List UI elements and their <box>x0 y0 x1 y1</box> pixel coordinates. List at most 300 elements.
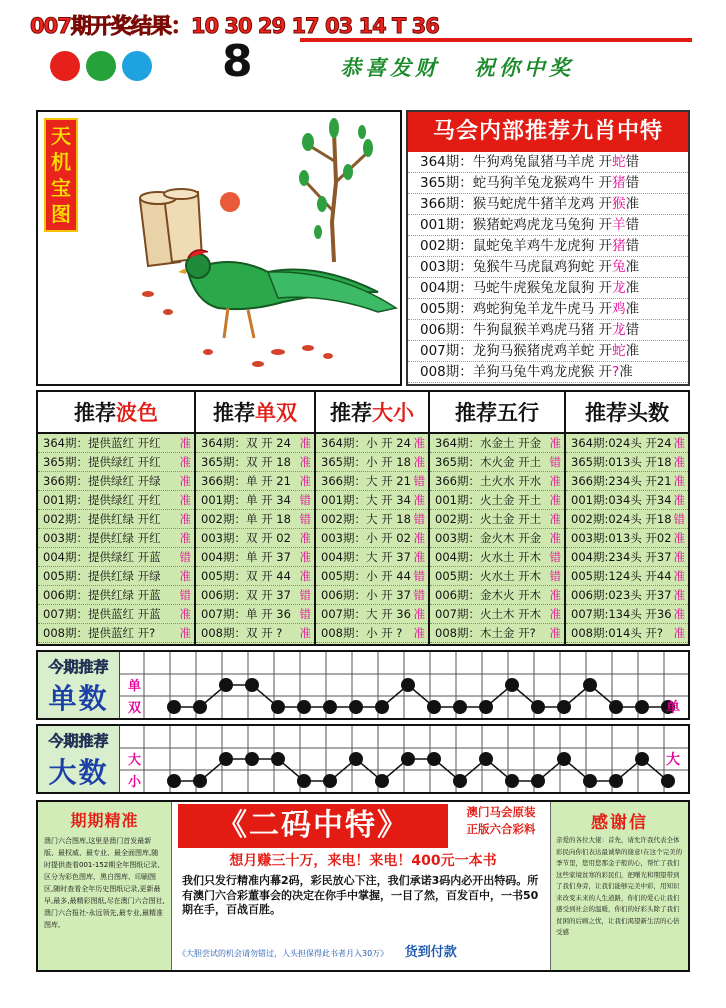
nine-zodiac-row <box>408 257 688 278</box>
two-code-ad <box>172 802 550 970</box>
odd-even-label-big: 单数 <box>48 682 109 715</box>
thank-you-title: 感谢信 <box>591 813 648 833</box>
trend-point <box>167 774 181 788</box>
grid-row <box>196 491 314 510</box>
nine-zodiac-row-result: 准 <box>625 259 640 275</box>
nine-zodiac-row <box>408 341 688 362</box>
two-code-subtitle: 想月赚三十万，来电！来电！400元一本书 <box>229 853 497 869</box>
trend-point <box>297 700 311 714</box>
grid-row <box>316 510 428 529</box>
grid-row-mark: 准 <box>673 455 685 469</box>
grid-row-text: 006期：小 开 37 <box>321 588 411 602</box>
trend-point <box>271 700 285 714</box>
grid-row-mark: 错 <box>413 512 425 526</box>
grid-row-text: 003期:013头 开02 <box>571 531 672 545</box>
nine-zodiac-row-result: 准 <box>625 301 640 317</box>
grid-row-text: 007期：火土木 开木 <box>435 607 542 621</box>
big-small-label-top: 今期推荐 <box>48 732 109 750</box>
thank-you-text: 亲爱的各位大佬：首先，请允许我代表全体彩民向你们表达最诚挚的谢意!在这个完美的季节里，您用您那金子般的心，帮忙了我们这些家境贫寒的彩民们，把曙光和期望带到了我们身旁，让我们能够完美中彩，用知识来改变未来的人生道路，你们的爱心让我们感受到社会的温暖，你们的好彩头除了我们贫困的后顾之忧，让我们渴望新生活的心倍受感 <box>556 836 683 936</box>
grid-row-text: 005期：双 开 44 <box>201 569 291 583</box>
grid-row <box>38 624 194 643</box>
grid-row-mark: 准 <box>673 493 685 507</box>
odd-even-label <box>38 652 120 718</box>
trend-point <box>453 774 467 788</box>
trend-point <box>453 700 467 714</box>
grid-head-highlight: 大小 <box>372 401 414 425</box>
nine-zodiac-row-hit: 鸡 <box>612 301 626 317</box>
chart-row-label: 大 <box>128 753 142 768</box>
nine-zodiac-row <box>408 236 688 257</box>
grid-row <box>38 510 194 529</box>
trend-point <box>271 752 285 766</box>
grid-row-text: 006期：双 开 37 <box>201 588 291 602</box>
grid-head-suffix: 五行 <box>497 401 539 425</box>
grid-row-text: 002期:024头 开18 <box>571 512 672 526</box>
trend-point <box>583 774 597 788</box>
trend-point <box>609 774 623 788</box>
nine-zodiac-row-label: 008期：羊狗马兔牛鸡龙虎猴 开 <box>420 364 613 380</box>
blue-ball-icon <box>122 51 152 81</box>
grid-row-text: 003期：提供红绿 开红 <box>43 531 161 545</box>
grid-row-mark: 错 <box>549 550 561 564</box>
treasure-picture <box>36 110 402 386</box>
grid-column <box>430 392 566 644</box>
trend-point <box>245 678 259 692</box>
trend-point <box>349 752 363 766</box>
grid-row-mark: 准 <box>413 626 425 640</box>
grid-head-suffix: 头数 <box>627 401 669 425</box>
grid-row <box>566 472 688 491</box>
gallery-intro-panel <box>38 802 172 970</box>
grid-row-text: 007期：单 开 36 <box>201 607 291 621</box>
nine-zodiac-row-hit: 羊 <box>612 217 626 233</box>
nine-zodiac-row-hit: 蛇 <box>612 154 626 170</box>
grid-row <box>430 510 564 529</box>
nine-zodiac-row-label: 005期：鸡蛇狗兔羊龙牛虎马 开 <box>420 301 613 317</box>
grid-row <box>38 472 194 491</box>
grid-column-head <box>196 392 314 434</box>
trend-point <box>661 774 675 788</box>
big-small-trend <box>120 726 688 792</box>
trend-point <box>427 752 441 766</box>
nine-zodiac-row-result: 准 <box>625 280 640 296</box>
picture-tag <box>44 118 78 232</box>
grid-row-text: 008期：木土金 开? <box>435 626 536 640</box>
grid-row-text: 006期：金木火 开木 <box>435 588 542 602</box>
two-code-side-line1: 澳门马会原装 <box>466 805 536 819</box>
grid-row-mark: 准 <box>549 493 561 507</box>
grid-row-mark: 准 <box>673 569 685 583</box>
grid-row <box>430 472 564 491</box>
grid-row <box>430 548 564 567</box>
two-code-side <box>454 804 548 838</box>
grid-column-head <box>316 392 428 434</box>
grid-row-text: 007期:134头 开36 <box>571 607 672 621</box>
trend-point <box>219 678 233 692</box>
grid-row-mark: 错 <box>299 493 311 507</box>
nine-zodiac-row-label: 002期：鼠蛇兔羊鸡牛龙虎狗 开 <box>420 238 613 254</box>
grid-head-highlight: 波色 <box>116 401 158 425</box>
grid-row <box>196 453 314 472</box>
grid-row-text: 366期：提供绿红 开绿 <box>43 474 161 488</box>
grid-row <box>38 453 194 472</box>
two-code-banner: 《二码中特》 <box>178 804 448 848</box>
green-ball-icon <box>86 51 116 81</box>
grid-row-text: 001期：单 开 34 <box>201 493 291 507</box>
grid-row-text: 001期：大 开 34 <box>321 493 411 507</box>
grid-row-mark: 准 <box>673 626 685 640</box>
grid-row-text: 364期：双 开 24 <box>201 436 291 450</box>
grid-row-mark: 准 <box>673 531 685 545</box>
nine-zodiac-row-hit: 龙 <box>612 322 626 338</box>
cash-on-delivery-button[interactable]: 货到付款 <box>404 945 457 960</box>
grid-row-mark: 准 <box>549 588 561 602</box>
picture-tag-text: 天机宝图 <box>51 124 71 226</box>
grid-row <box>316 624 428 643</box>
grid-row-text: 007期：提供蓝红 开蓝 <box>43 607 161 621</box>
trend-point <box>323 774 337 788</box>
grid-row <box>566 586 688 605</box>
grid-row-text: 366期：单 开 21 <box>201 474 291 488</box>
grid-row <box>38 491 194 510</box>
grid-row-text: 364期：小 开 24 <box>321 436 411 450</box>
chart-row-label: 双 <box>128 701 142 716</box>
grid-row <box>316 491 428 510</box>
grid-row <box>430 624 564 643</box>
grid-row-text: 004期：火水土 开木 <box>435 550 542 564</box>
grid-row-mark: 错 <box>413 588 425 602</box>
grid-row-mark: 准 <box>299 569 311 583</box>
nine-zodiac-row <box>408 362 688 383</box>
prediction-grid <box>36 390 690 646</box>
grid-head-prefix: 推荐 <box>585 401 627 425</box>
nine-zodiac-row <box>408 299 688 320</box>
grid-row-mark: 准 <box>549 474 561 488</box>
thank-you-letter <box>550 802 688 970</box>
trend-point <box>557 752 571 766</box>
trend-point <box>505 678 519 692</box>
nine-zodiac-row-hit: ? <box>612 364 620 380</box>
nine-zodiac-row-label: 365期：蛇马狗羊兔龙猴鸡牛 开 <box>420 175 613 191</box>
grid-row <box>316 548 428 567</box>
big-small-chart <box>36 724 690 794</box>
grid-row <box>38 586 194 605</box>
nine-zodiac-row-result: 错 <box>625 238 640 254</box>
grid-row-text: 364期：水金土 开金 <box>435 436 542 450</box>
gallery-intro-title: 期期精准 <box>70 811 139 830</box>
grid-row-text: 364期:024头 开24 <box>571 436 672 450</box>
draw-result-header: 007期开奖结果：10 30 29 17 03 14 T 36 <box>30 14 439 38</box>
grid-row-text: 005期:124头 开44 <box>571 569 672 583</box>
grid-row-text: 365期：木火金 开土 <box>435 455 542 469</box>
gallery-intro-text: 澳门六合图库,这里是澳门首发最新版、最权威、最专业、最全面图库,随时提供查看001-152期全年图纸记录,区分为彩色图库、黑白图库、印刷图区,随时查看全年历史图纸记录,更新最早,最多,最精彩图纸,尽在澳门六合图社,澳门六合报社-永远领先,最专业,最精准图库, <box>44 837 165 929</box>
grid-row <box>430 491 564 510</box>
grid-row <box>566 624 688 643</box>
grid-row-text: 006期:023头 开37 <box>571 588 672 602</box>
nine-zodiac-row <box>408 194 688 215</box>
nine-zodiac-row <box>408 278 688 299</box>
nine-zodiac-row <box>408 173 688 194</box>
trend-point <box>193 774 207 788</box>
trend-point <box>401 752 415 766</box>
grid-row <box>430 529 564 548</box>
nine-zodiac-row-result: 准 <box>625 196 640 212</box>
grid-row-mark: 错 <box>413 569 425 583</box>
grid-row-mark: 错 <box>549 569 561 583</box>
grid-row-text: 008期：提供蓝红 开? <box>43 626 156 640</box>
grid-row-text: 004期：单 开 37 <box>201 550 291 564</box>
grid-row <box>566 567 688 586</box>
grid-row <box>38 434 194 453</box>
nine-zodiac-row-hit: 猪 <box>612 175 626 191</box>
grid-row-text: 005期：火水土 开木 <box>435 569 542 583</box>
trend-point <box>609 700 623 714</box>
grid-row-mark: 错 <box>179 550 191 564</box>
grid-row-text: 002期：火土金 开土 <box>435 512 542 526</box>
grid-row-text: 001期：火土金 开土 <box>435 493 542 507</box>
trend-point <box>297 774 311 788</box>
grid-row-text: 008期:014头 开? <box>571 626 664 640</box>
grid-row-mark: 错 <box>413 474 425 488</box>
grid-row-text: 003期：双 开 02 <box>201 531 291 545</box>
grid-row-text: 004期:234头 开37 <box>571 550 672 564</box>
nine-zodiac-row-label: 007期：龙狗马猴猪虎鸡羊蛇 开 <box>420 343 613 359</box>
chart-row-label: 小 <box>128 775 142 790</box>
grid-row <box>196 567 314 586</box>
grid-row <box>196 529 314 548</box>
red-ball-icon <box>50 51 80 81</box>
grid-row <box>566 434 688 453</box>
grid-row-text: 005期：提供红绿 开绿 <box>43 569 161 583</box>
trend-point <box>167 700 181 714</box>
grid-row-text: 001期：提供绿红 开红 <box>43 493 161 507</box>
bottom-section <box>36 800 690 972</box>
grid-row-mark: 准 <box>413 455 425 469</box>
grid-row <box>316 586 428 605</box>
grid-row-text: 002期：大 开 18 <box>321 512 411 526</box>
odd-even-trend <box>120 652 688 718</box>
grid-row-text: 366期：土火水 开水 <box>435 474 542 488</box>
grid-row-text: 366期:234头 开21 <box>571 474 672 488</box>
grid-row-text: 004期：大 开 37 <box>321 550 411 564</box>
grid-row <box>316 472 428 491</box>
grid-row-mark: 准 <box>179 436 191 450</box>
grid-row-text: 365期:013头 开18 <box>571 455 672 469</box>
grid-row <box>38 529 194 548</box>
trend-point <box>245 752 259 766</box>
grid-row-mark: 错 <box>299 607 311 621</box>
grid-row-text: 002期：提供红绿 开红 <box>43 512 161 526</box>
grid-row-mark: 准 <box>179 512 191 526</box>
grid-row-mark: 错 <box>549 455 561 469</box>
chart-end-label: 单 <box>666 700 680 716</box>
nine-zodiac-list <box>408 152 688 383</box>
grid-row-mark: 准 <box>549 607 561 621</box>
trend-point <box>635 752 649 766</box>
header-divider <box>300 38 692 42</box>
grid-row-mark: 准 <box>549 512 561 526</box>
grid-row-text: 001期:034头 开34 <box>571 493 672 507</box>
grid-row-mark: 准 <box>673 436 685 450</box>
trend-point <box>531 774 545 788</box>
trend-point <box>401 678 415 692</box>
grid-row <box>316 567 428 586</box>
two-code-text: 我们只发行精准内幕2码，彩民放心下注，我们承诺3码内必开出特码。所有澳门六合彩董事会的决定在你手中掌握，一目了然，百发百中，一书50期在手，百战百胜。 <box>182 874 539 916</box>
grid-row-mark: 准 <box>179 607 191 621</box>
grid-row-text: 008期：双 开 ? <box>201 626 283 640</box>
grid-row-mark: 准 <box>179 626 191 640</box>
nine-zodiac-row <box>408 320 688 341</box>
grid-row <box>196 510 314 529</box>
grid-row-mark: 准 <box>179 569 191 583</box>
trend-point <box>375 774 389 788</box>
grid-row <box>566 453 688 472</box>
trend-point <box>193 700 207 714</box>
trend-point <box>427 700 441 714</box>
grid-head-prefix: 推荐 <box>455 401 497 425</box>
big-small-label-big: 大数 <box>48 756 109 789</box>
grid-row-text: 006期：提供红绿 开蓝 <box>43 588 161 602</box>
nine-zodiac-row-result: 错 <box>625 154 640 170</box>
nine-zodiac-row <box>408 152 688 173</box>
grid-row <box>316 529 428 548</box>
grid-row <box>566 491 688 510</box>
grid-row-mark: 准 <box>299 436 311 450</box>
grid-row-text: 003期：金火木 开金 <box>435 531 542 545</box>
nine-zodiac-row-hit: 兔 <box>612 259 626 275</box>
grid-row-mark: 准 <box>299 455 311 469</box>
grid-row <box>430 453 564 472</box>
nine-zodiac-row-label: 003期：兔猴牛马虎鼠鸡狗蛇 开 <box>420 259 613 275</box>
grid-row-mark: 准 <box>413 493 425 507</box>
nine-zodiac-row-label: 006期：牛狗鼠猴羊鸡虎马猪 开 <box>420 322 613 338</box>
grid-row-mark: 准 <box>179 455 191 469</box>
trend-point <box>219 752 233 766</box>
grid-row <box>316 453 428 472</box>
grid-row-mark: 准 <box>299 531 311 545</box>
nine-zodiac-row-result: 错 <box>625 175 640 191</box>
grid-row <box>196 624 314 643</box>
grid-column <box>566 392 688 644</box>
grid-row-mark: 准 <box>179 493 191 507</box>
nine-zodiac-row-result: 准 <box>619 364 633 380</box>
grid-row-text: 005期：小 开 44 <box>321 569 411 583</box>
grid-row <box>566 529 688 548</box>
two-code-footer <box>178 942 544 964</box>
nine-zodiac-row-hit: 猪 <box>612 238 626 254</box>
trend-point <box>531 700 545 714</box>
trend-point <box>557 700 571 714</box>
grid-row-mark: 准 <box>413 607 425 621</box>
grid-head-prefix: 推荐 <box>330 401 372 425</box>
grid-column-head <box>38 392 194 434</box>
grid-row-mark: 准 <box>299 626 311 640</box>
grid-row-mark: 准 <box>413 436 425 450</box>
grid-row <box>430 605 564 624</box>
trend-point <box>635 700 649 714</box>
grid-row-mark: 错 <box>673 512 685 526</box>
grid-row-mark: 准 <box>549 626 561 640</box>
grid-row <box>196 548 314 567</box>
grid-row <box>566 548 688 567</box>
trend-point <box>479 752 493 766</box>
grid-row-text: 004期：提供绿红 开蓝 <box>43 550 161 564</box>
two-code-footer-text: 《大胆尝试的机会请勿错过，人头担保得此书者月入30万》 <box>178 949 389 958</box>
issue-number: 8 <box>222 36 253 87</box>
grid-column-head <box>566 392 688 434</box>
grid-row-mark: 错 <box>179 588 191 602</box>
nine-zodiac-title: 马会内部推荐九肖中特 <box>408 112 688 152</box>
grid-row-text: 008期：小 开 ? <box>321 626 403 640</box>
grid-column <box>38 392 196 644</box>
two-code-side-line2: 正版六合彩料 <box>466 822 536 836</box>
grid-row-mark: 准 <box>673 607 685 621</box>
grid-row <box>430 434 564 453</box>
grid-row <box>316 434 428 453</box>
nine-zodiac-row-hit: 猴 <box>612 196 626 212</box>
grid-head-highlight: 单双 <box>255 401 297 425</box>
grid-row-mark: 准 <box>413 550 425 564</box>
grid-row-mark: 错 <box>299 588 311 602</box>
grid-row <box>430 567 564 586</box>
grid-head-prefix: 推荐 <box>74 401 116 425</box>
grid-row-mark: 准 <box>549 531 561 545</box>
grid-row-text: 003期：小 开 02 <box>321 531 411 545</box>
grid-row-mark: 准 <box>673 474 685 488</box>
grid-row <box>38 567 194 586</box>
grid-row-mark: 准 <box>179 474 191 488</box>
grid-row-mark: 准 <box>673 550 685 564</box>
grid-row <box>196 586 314 605</box>
nine-zodiac-panel <box>406 110 690 386</box>
trend-point <box>375 700 389 714</box>
grid-row-mark: 准 <box>299 550 311 564</box>
grid-row-mark: 准 <box>673 588 685 602</box>
nine-zodiac-row-result: 准 <box>625 343 640 359</box>
grid-row-mark: 准 <box>179 531 191 545</box>
trend-point <box>505 774 519 788</box>
grid-row <box>196 434 314 453</box>
grid-row-mark: 准 <box>299 474 311 488</box>
grid-row <box>316 605 428 624</box>
odd-even-label-top: 今期推荐 <box>48 658 109 676</box>
grid-row-text: 365期：提供绿红 开红 <box>43 455 161 469</box>
nine-zodiac-row-result: 错 <box>625 322 640 338</box>
nine-zodiac-row-hit: 龙 <box>612 280 626 296</box>
grid-row-text: 364期：提供蓝红 开红 <box>43 436 161 450</box>
nine-zodiac-row-hit: 蛇 <box>612 343 626 359</box>
grid-row-mark: 准 <box>413 531 425 545</box>
grid-row-text: 007期：大 开 36 <box>321 607 411 621</box>
grid-row-text: 365期：小 开 18 <box>321 455 411 469</box>
grid-row <box>566 605 688 624</box>
trend-point <box>349 700 363 714</box>
chart-row-label: 单 <box>128 679 142 694</box>
grid-row <box>196 605 314 624</box>
nine-zodiac-row-result: 错 <box>625 217 640 233</box>
nine-zodiac-row-label: 001期：猴猪蛇鸡虎龙马兔狗 开 <box>420 217 613 233</box>
grid-row-mark: 准 <box>549 436 561 450</box>
grid-column <box>316 392 430 644</box>
trend-point <box>323 700 337 714</box>
big-small-label <box>38 726 120 792</box>
trend-point <box>479 700 493 714</box>
nine-zodiac-row-label: 366期：猴马蛇虎牛猪羊龙鸡 开 <box>420 196 613 212</box>
nine-zodiac-row <box>408 215 688 236</box>
nine-zodiac-row-label: 004期：马蛇牛虎猴兔龙鼠狗 开 <box>420 280 613 296</box>
grid-row-mark: 错 <box>299 512 311 526</box>
grid-column-head <box>430 392 564 434</box>
